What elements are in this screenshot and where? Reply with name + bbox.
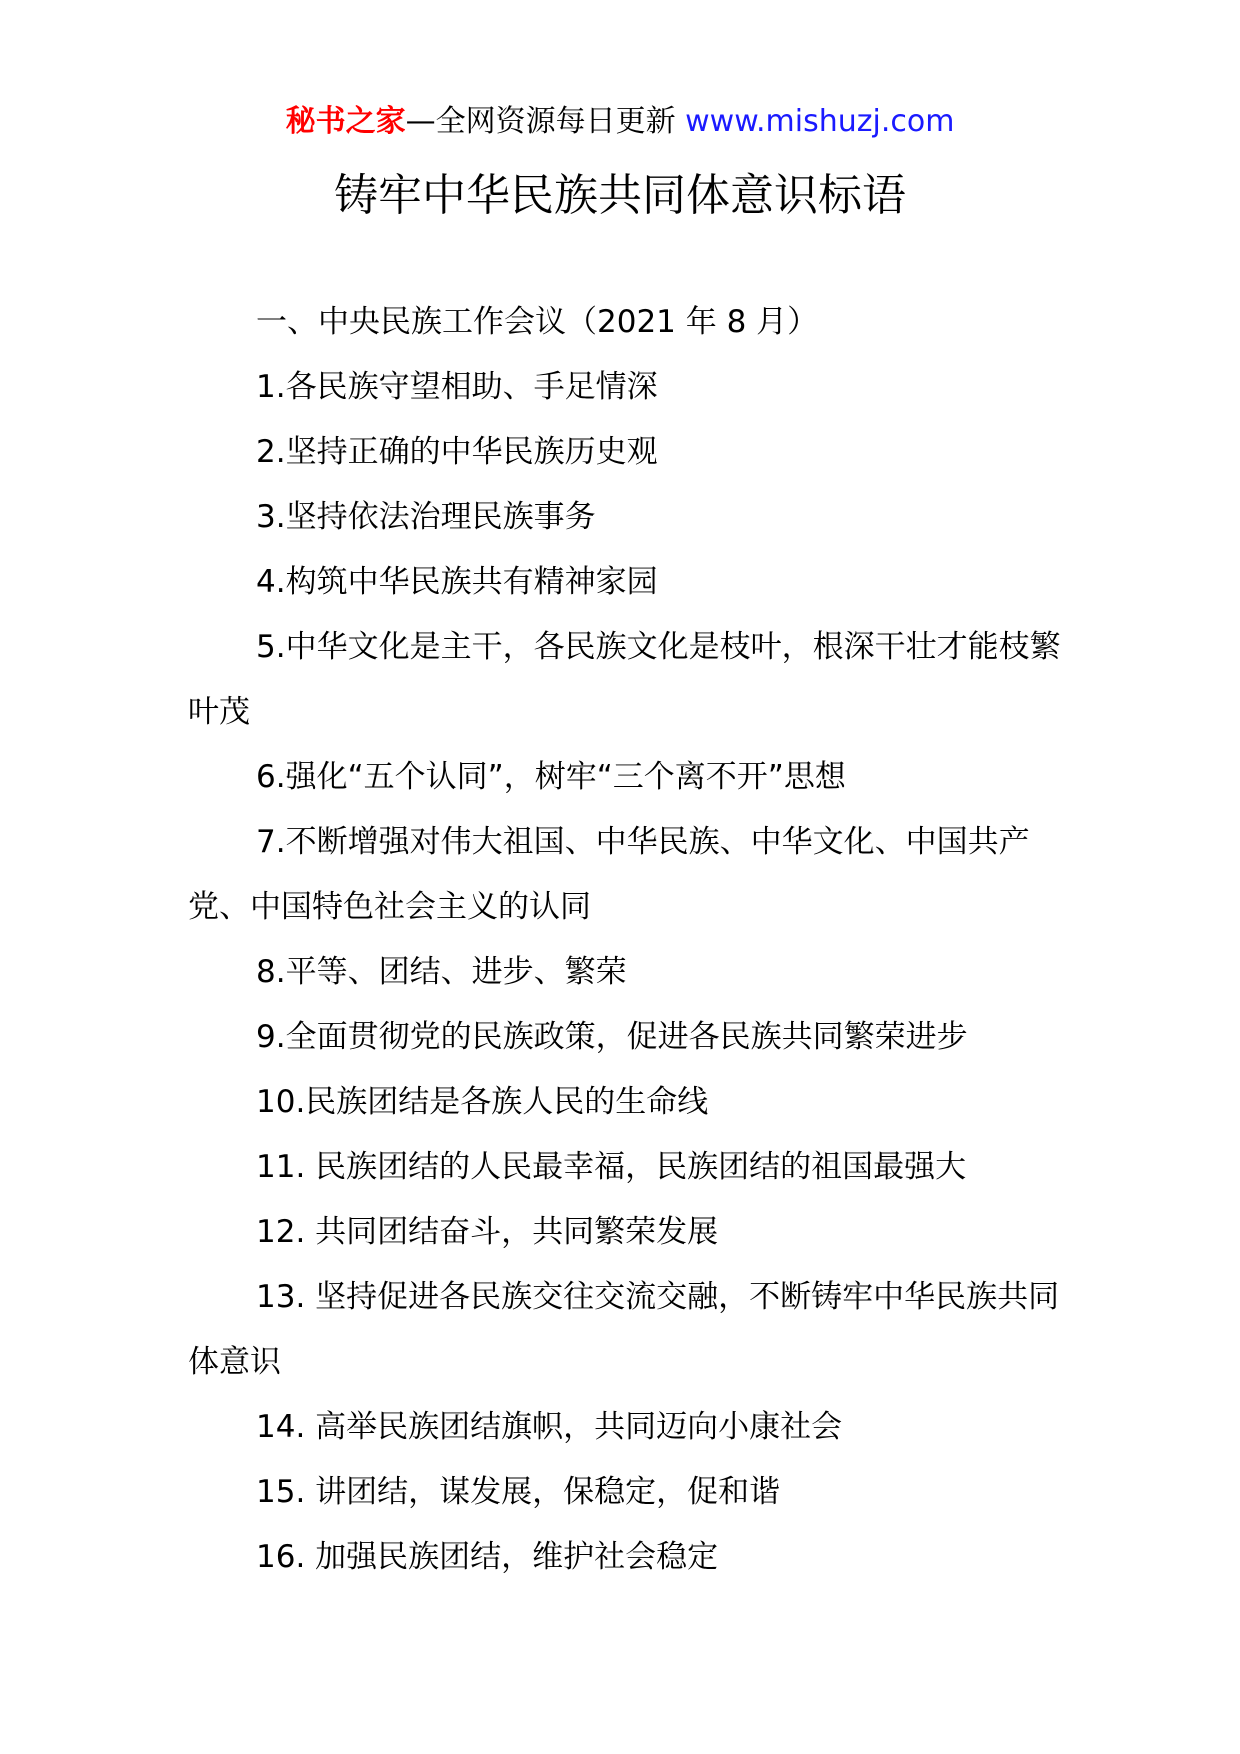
slogan-item: 13. 坚持促进各民族交往交流交融，不断铸牢中华民族共同体意识 <box>188 1279 1060 1380</box>
slogan-item: 8.平等、团结、进步、繁荣 <box>256 954 627 990</box>
slogan-item: 4.构筑中华民族共有精神家园 <box>256 564 658 600</box>
slogan-item: 5.中华文化是主干，各民族文化是枝叶，根深干壮才能枝繁叶茂 <box>188 629 1061 730</box>
slogan-item: 9.全面贯彻党的民族政策，促进各民族共同繁荣进步 <box>256 1019 968 1055</box>
slogan-item: 7.不断增强对伟大祖国、中华民族、中华文化、中国共产党、中国特色社会主义的认同 <box>188 824 1030 925</box>
slogan-item: 2.坚持正确的中华民族历史观 <box>256 434 658 470</box>
slogan-item: 16. 加强民族团结，维护社会稳定 <box>256 1539 719 1575</box>
slogan-item: 12. 共同团结奋斗，共同繁荣发展 <box>256 1214 719 1250</box>
slogan-item: 1.各民族守望相助、手足情深 <box>256 369 658 405</box>
slogan-item: 10.民族团结是各族人民的生命线 <box>256 1084 709 1120</box>
slogan-item: 6.强化“五个认同”，树牢“三个离不开”思想 <box>256 759 846 795</box>
slogan-item: 14. 高举民族团结旗帜，共同迈向小康社会 <box>256 1409 843 1445</box>
slogan-item: 11. 民族团结的人民最幸福，民族团结的祖国最强大 <box>256 1149 967 1185</box>
site-url-link[interactable]: www.mishuzj.com <box>685 104 955 139</box>
section-heading: 一、中央民族工作会议（2021 年 8 月） <box>256 304 819 340</box>
watermark-header <box>0 102 1240 142</box>
slogan-item: 15. 讲团结，谋发展，保稳定，促和谐 <box>256 1474 781 1510</box>
header-tagline: —全网资源每日更新 <box>405 104 676 139</box>
brand-name: 秘书之家 <box>285 104 406 139</box>
document-title: 铸牢中华民族共同体意识标语 <box>334 170 906 221</box>
slogan-item: 3.坚持依法治理民族事务 <box>256 499 596 535</box>
document-body <box>188 290 1068 1590</box>
